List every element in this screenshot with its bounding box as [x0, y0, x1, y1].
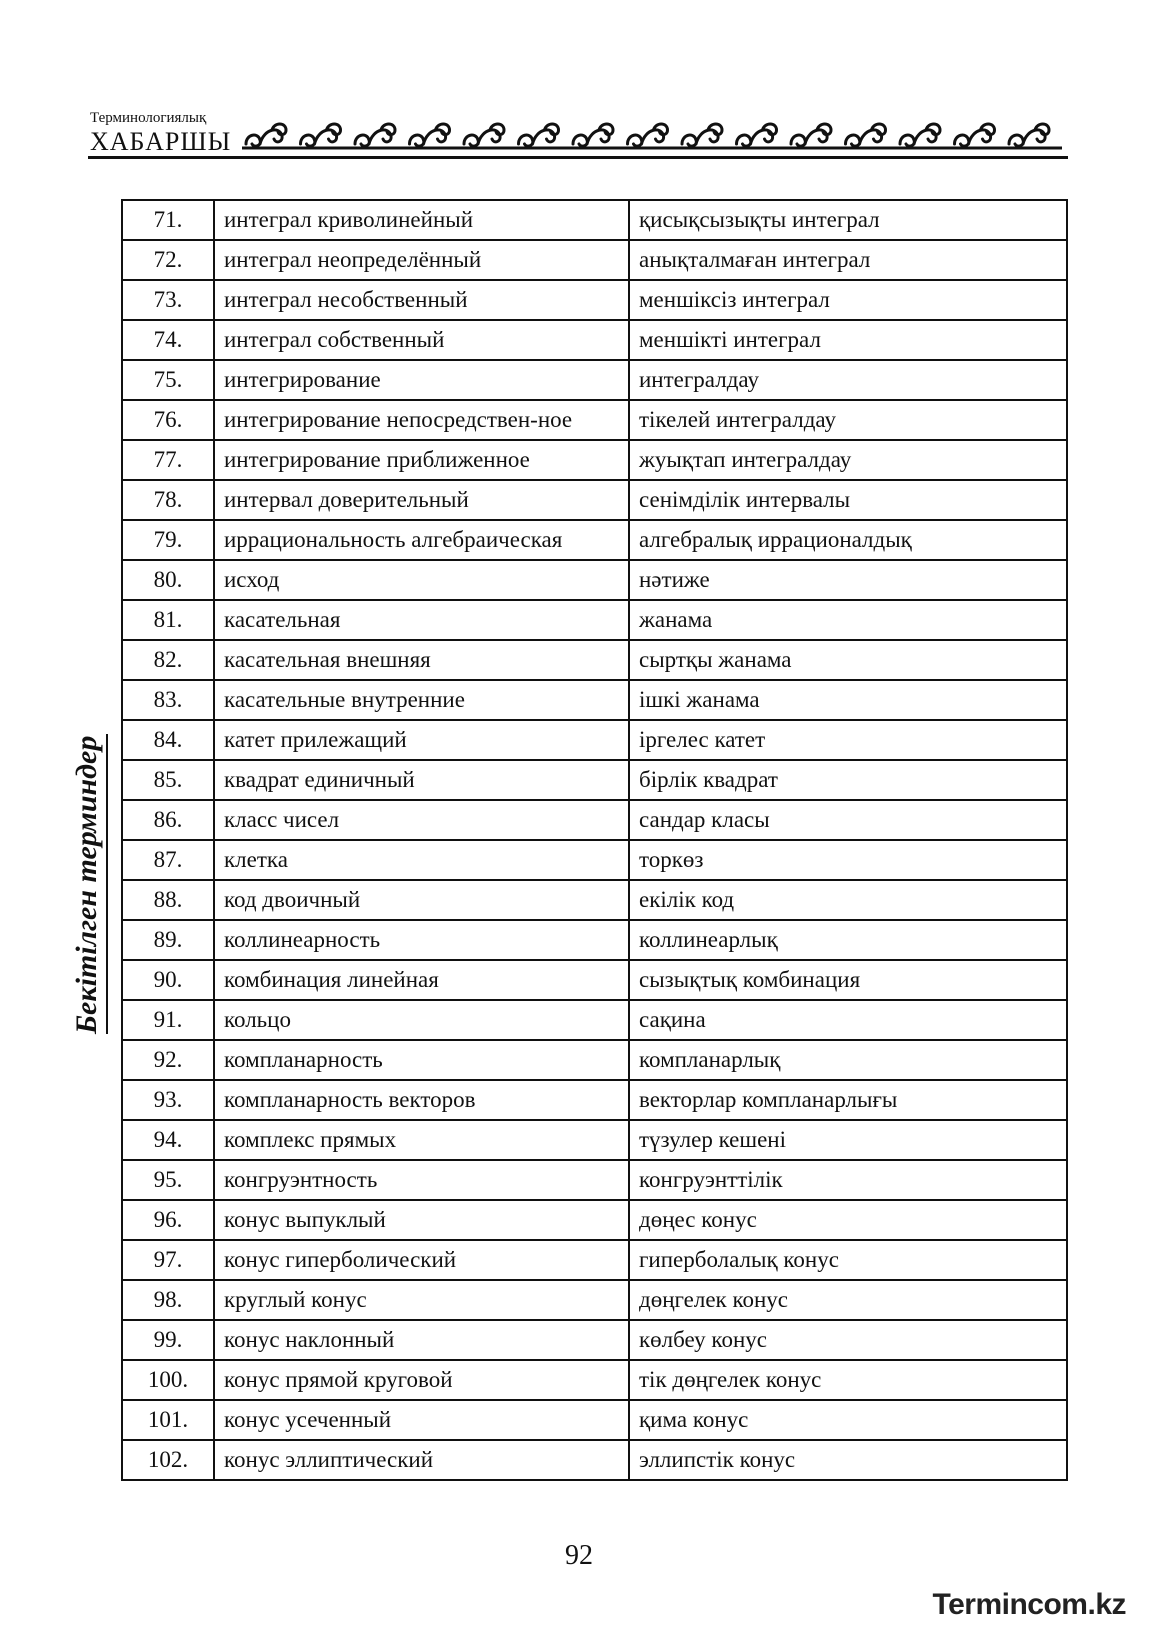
- table-row: [122, 720, 1067, 760]
- russian-term: конус выпуклый: [214, 1200, 629, 1240]
- table-row: [122, 1160, 1067, 1200]
- table-row: [122, 480, 1067, 520]
- russian-term: исход: [214, 560, 629, 600]
- russian-term: интеграл собственный: [214, 320, 629, 360]
- table-row: [122, 880, 1067, 920]
- kazakh-term: ішкі жанама: [629, 680, 1067, 720]
- row-number: 94.: [122, 1120, 214, 1160]
- row-number: 90.: [122, 960, 214, 1000]
- side-section-label: Бекітілген терминдер: [70, 734, 108, 1034]
- kazakh-term: қисықсызықты интеграл: [629, 200, 1067, 240]
- table-row: [122, 520, 1067, 560]
- table-row: [122, 960, 1067, 1000]
- terms-table: [121, 199, 1068, 1481]
- russian-term: круглый конус: [214, 1280, 629, 1320]
- kazakh-term: дөңес конус: [629, 1200, 1067, 1240]
- row-number: 80.: [122, 560, 214, 600]
- kazakh-term: сандар класы: [629, 800, 1067, 840]
- row-number: 93.: [122, 1080, 214, 1120]
- russian-term: компланарность: [214, 1040, 629, 1080]
- row-number: 74.: [122, 320, 214, 360]
- row-number: 75.: [122, 360, 214, 400]
- russian-term: конус усеченный: [214, 1400, 629, 1440]
- kazakh-term: тікелей интегралдау: [629, 400, 1067, 440]
- russian-term: класс чисел: [214, 800, 629, 840]
- kazakh-term: торкөз: [629, 840, 1067, 880]
- kazakh-term: меншікті интеграл: [629, 320, 1067, 360]
- header-rule: [88, 156, 1068, 159]
- kazakh-term: екілік код: [629, 880, 1067, 920]
- kazakh-term: жуықтап интегралдау: [629, 440, 1067, 480]
- site-logo: Termincom.kz: [932, 1588, 1126, 1621]
- row-number: 73.: [122, 280, 214, 320]
- row-number: 85.: [122, 760, 214, 800]
- watermark-logo: [933, 1588, 1127, 1622]
- russian-term: интегрирование: [214, 360, 629, 400]
- russian-term: конгруэнтность: [214, 1160, 629, 1200]
- russian-term: интеграл неопределённый: [214, 240, 629, 280]
- table-row: [122, 600, 1067, 640]
- table-row: [122, 1400, 1067, 1440]
- row-number: 88.: [122, 880, 214, 920]
- russian-term: интеграл криволинейный: [214, 200, 629, 240]
- russian-term: касательная внешняя: [214, 640, 629, 680]
- table-row: [122, 1360, 1067, 1400]
- table-row: [122, 240, 1067, 280]
- russian-term: конус наклонный: [214, 1320, 629, 1360]
- kazakh-term: конгруэнттілік: [629, 1160, 1067, 1200]
- russian-term: комбинация линейная: [214, 960, 629, 1000]
- russian-term: катет прилежащий: [214, 720, 629, 760]
- kazakh-term: сызықтық комбинация: [629, 960, 1067, 1000]
- row-number: 72.: [122, 240, 214, 280]
- table-row: [122, 320, 1067, 360]
- row-number: 99.: [122, 1320, 214, 1360]
- journal-title-small: Терминологиялық: [90, 110, 207, 126]
- kazakh-term: бірлік квадрат: [629, 760, 1067, 800]
- kazakh-term: қима конус: [629, 1400, 1067, 1440]
- kazakh-term: тік дөңгелек конус: [629, 1360, 1067, 1400]
- russian-term: квадрат единичный: [214, 760, 629, 800]
- russian-term: интервал доверительный: [214, 480, 629, 520]
- row-number: 92.: [122, 1040, 214, 1080]
- russian-term: интегрирование приближенное: [214, 440, 629, 480]
- row-number: 89.: [122, 920, 214, 960]
- russian-term: компланарность векторов: [214, 1080, 629, 1120]
- kazakh-term: меншіксіз интеграл: [629, 280, 1067, 320]
- russian-term: кольцо: [214, 1000, 629, 1040]
- table-row: [122, 1000, 1067, 1040]
- table-row: [122, 1040, 1067, 1080]
- kazakh-term: нәтиже: [629, 560, 1067, 600]
- russian-term: интегрирование непосредствен-ное: [214, 400, 629, 440]
- table-row: [122, 800, 1067, 840]
- row-number: 71.: [122, 200, 214, 240]
- kazakh-term: интегралдау: [629, 360, 1067, 400]
- journal-title-big: ХАБАРШЫ: [90, 127, 232, 156]
- journal-header: [88, 108, 1068, 160]
- row-number: 91.: [122, 1000, 214, 1040]
- kazakh-term: гиперболалық конус: [629, 1240, 1067, 1280]
- russian-term: код двоичный: [214, 880, 629, 920]
- row-number: 96.: [122, 1200, 214, 1240]
- row-number: 82.: [122, 640, 214, 680]
- kazakh-term: дөңгелек конус: [629, 1280, 1067, 1320]
- row-number: 76.: [122, 400, 214, 440]
- row-number: 84.: [122, 720, 214, 760]
- row-number: 87.: [122, 840, 214, 880]
- russian-term: касательная: [214, 600, 629, 640]
- row-number: 97.: [122, 1240, 214, 1280]
- row-number: 102.: [122, 1440, 214, 1480]
- row-number: 81.: [122, 600, 214, 640]
- table-row: [122, 1280, 1067, 1320]
- kazakh-term: іргелес катет: [629, 720, 1067, 760]
- row-number: 83.: [122, 680, 214, 720]
- row-number: 100.: [122, 1360, 214, 1400]
- table-row: [122, 920, 1067, 960]
- table-row: [122, 680, 1067, 720]
- ornament-border: [242, 110, 1062, 154]
- row-number: 78.: [122, 480, 214, 520]
- kazakh-term: векторлар компланарлығы: [629, 1080, 1067, 1120]
- kazakh-term: сенімділік интервалы: [629, 480, 1067, 520]
- page-number: 92: [565, 1540, 593, 1571]
- table-row: [122, 400, 1067, 440]
- table-row: [122, 280, 1067, 320]
- russian-term: конус гиперболический: [214, 1240, 629, 1280]
- table-row: [122, 760, 1067, 800]
- table-row: [122, 640, 1067, 680]
- table-row: [122, 1080, 1067, 1120]
- russian-term: клетка: [214, 840, 629, 880]
- russian-term: конус эллиптический: [214, 1440, 629, 1480]
- table-row: [122, 1440, 1067, 1480]
- row-number: 98.: [122, 1280, 214, 1320]
- kazakh-term: сыртқы жанама: [629, 640, 1067, 680]
- table-row: [122, 840, 1067, 880]
- russian-term: интеграл несобственный: [214, 280, 629, 320]
- kazakh-term: компланарлық: [629, 1040, 1067, 1080]
- kazakh-term: эллипстік конус: [629, 1440, 1067, 1480]
- kazakh-term: коллинеарлық: [629, 920, 1067, 960]
- russian-term: комплекс прямых: [214, 1120, 629, 1160]
- table-row: [122, 360, 1067, 400]
- kazakh-term: алгебралық иррационалдық: [629, 520, 1067, 560]
- table-row: [122, 1240, 1067, 1280]
- russian-term: конус прямой круговой: [214, 1360, 629, 1400]
- row-number: 77.: [122, 440, 214, 480]
- row-number: 79.: [122, 520, 214, 560]
- kazakh-term: сақина: [629, 1000, 1067, 1040]
- table-row: [122, 1200, 1067, 1240]
- row-number: 86.: [122, 800, 214, 840]
- kazakh-term: жанама: [629, 600, 1067, 640]
- table-row: [122, 200, 1067, 240]
- kazakh-term: көлбеу конус: [629, 1320, 1067, 1360]
- russian-term: коллинеарность: [214, 920, 629, 960]
- row-number: 101.: [122, 1400, 214, 1440]
- kazakh-term: анықталмаған интеграл: [629, 240, 1067, 280]
- russian-term: касательные внутренние: [214, 680, 629, 720]
- row-number: 95.: [122, 1160, 214, 1200]
- table-row: [122, 440, 1067, 480]
- table-row: [122, 1320, 1067, 1360]
- russian-term: иррациональность алгебраическая: [214, 520, 629, 560]
- kazakh-term: түзулер кешені: [629, 1120, 1067, 1160]
- table-row: [122, 1120, 1067, 1160]
- table-row: [122, 560, 1067, 600]
